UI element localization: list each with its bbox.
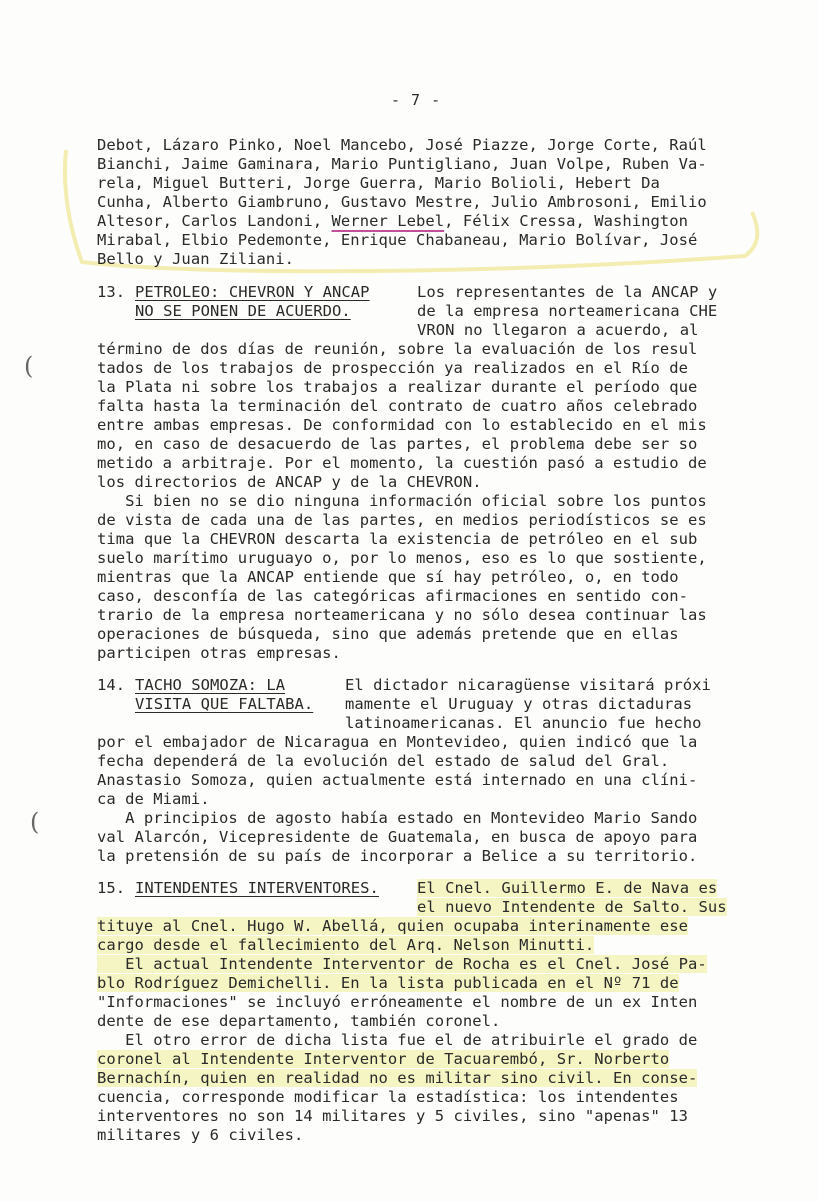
text-fragment: , Félix Cressa, Washington (444, 212, 689, 230)
highlighted-text: coronel al Intendente Interventor de Tacuarembó, Sr. Norberto (97, 1050, 670, 1068)
highlighted-text: Bernachín, quien en realidad no es militar sino civil. En conse- (97, 1069, 698, 1087)
text-line: tados de los trabajos de prospección ya realizados en el Río de (97, 359, 689, 377)
highlighted-text: cargo desde el fallecimiento del Arq. Nelson Minutti. (97, 936, 595, 954)
text-line: El dictador nicaragüense visitará próxi (345, 676, 711, 694)
text-line: interventores no son 14 militares y 5 civiles, sino "apenas" 13 (97, 1107, 689, 1125)
underlined-name: Werner Lebel (331, 212, 445, 230)
text-line: participen otras empresas. (97, 644, 341, 662)
text-line: Los representantes de la ANCAP y (417, 283, 718, 301)
text-line (97, 936, 594, 955)
page-number: - 7 - (391, 91, 442, 109)
section-heading-line: PETROLEO: CHEVRON Y ANCAP (135, 283, 370, 301)
text-line: fecha dependerá de la evolución del estado de salud del Gral. (97, 752, 670, 770)
section-number: 14. (97, 676, 126, 694)
text-line: latinoamericanas. El anuncio fue hecho (345, 714, 702, 732)
section-number: 15. (97, 879, 126, 897)
text-line (97, 917, 688, 936)
text-line (97, 955, 707, 974)
text-line (97, 974, 679, 993)
text-line: ca de Miami. (97, 790, 210, 808)
text-line (97, 1050, 669, 1069)
text-line: tima que la CHEVRON descarta la existencia de petróleo en el sub (97, 530, 698, 548)
margin-mark: ( (24, 352, 34, 380)
text-line: Bello y Juan Ziliani. (97, 250, 295, 268)
text-line: trario de la empresa norteamericana y no sólo desea continuar las (97, 606, 707, 624)
text-line: término de dos días de reunión, sobre la evaluación de los resul (97, 340, 698, 358)
text-line (417, 879, 717, 898)
text-line-with-underlined-name (97, 212, 688, 231)
text-line: falta hasta la terminación del contrato de cuatro años celebrado (97, 397, 698, 415)
section-number: 13. (97, 283, 126, 301)
margin-mark: ( (30, 808, 40, 836)
text-fragment: Altesor, Carlos Landoni, (97, 212, 332, 230)
text-line: metido a arbitraje. Por el momento, la cuestión pasó a estudio de (97, 454, 707, 472)
text-line: por el embajador de Nicaragua en Montevideo, quien indicó que la (97, 733, 698, 751)
text-line: los directorios de ANCAP y de la CHEVRON. (97, 473, 482, 491)
text-line: de vista de cada una de las partes, en medios periodísticos se es (97, 511, 707, 529)
text-line (97, 1069, 697, 1088)
text-line: Cunha, Alberto Giambruno, Gustavo Mestre, Julio Ambrosoni, Emilio (97, 193, 707, 211)
highlighted-text: blo Rodríguez Demichelli. En la lista publicada en el Nº 71 de (97, 974, 679, 992)
text-line: Mirabal, Elbio Pedemonte, Enrique Chabaneau, Mario Bolívar, José (97, 231, 698, 249)
text-line: "Informaciones" se incluyó erróneamente el nombre de un ex Inten (97, 993, 698, 1011)
section-heading-line: TACHO SOMOZA: LA (135, 676, 286, 694)
text-line: caso, desconfía de las categóricas afirmaciones en sentido con- (97, 587, 689, 605)
text-line: mientras que la ANCAP entiende que sí hay petróleo, o, en todo (97, 568, 679, 586)
text-line: Bianchi, Jaime Gaminara, Mario Puntigliano, Juan Volpe, Ruben Va- (97, 155, 707, 173)
text-line: Si bien no se dio ninguna información oficial sobre los puntos (97, 492, 707, 510)
text-line: El otro error de dicha lista fue el de atribuirle el grado de (97, 1031, 698, 1049)
text-line: mamente el Uruguay y otras dictaduras (345, 695, 693, 713)
text-line: Anastasio Somoza, quien actualmente está internado en una clíni- (97, 771, 698, 789)
text-line: de la empresa norteamericana CHE (417, 302, 718, 320)
text-line: suelo marítimo uruguayo o, por lo menos, eso es lo que sostiente, (97, 549, 707, 567)
text-line: cuencia, corresponde modificar la estadística: los intendentes (97, 1088, 679, 1106)
highlighted-text: el nuevo Intendente de Salto. Sus (417, 898, 727, 916)
text-line: entre ambas empresas. De conformidad con lo establecido en el mis (97, 416, 707, 434)
text-line: la Plata ni sobre los trabajos a realizar durante el período que (97, 378, 698, 396)
text-line: operaciones de búsqueda, sino que además pretende que en ellas (97, 625, 679, 643)
section-heading-line: NO SE PONEN DE ACUERDO. (135, 302, 351, 320)
highlighted-text: tituye al Cnel. Hugo W. Abellá, quien ocupaba interinamente ese (97, 917, 689, 935)
text-line: la pretensión de su país de incorporar a Belice a su territorio. (97, 847, 698, 865)
text-line: val Alarcón, Vicepresidente de Guatemala, en busca de apoyo para (97, 828, 698, 846)
text-line: militares y 6 civiles. (97, 1126, 304, 1144)
text-line: rela, Miguel Butteri, Jorge Guerra, Mario Bolioli, Hebert Da (97, 174, 660, 192)
text-line: VRON no llegaron a acuerdo, al (417, 321, 699, 339)
section-heading: INTENDENTES INTERVENTORES. (135, 879, 379, 897)
section-heading-line: VISITA QUE FALTABA. (135, 695, 314, 713)
text-line: Debot, Lázaro Pinko, Noel Mancebo, José Piazze, Jorge Corte, Raúl (97, 136, 707, 154)
text-line: mo, en caso de desacuerdo de las partes, el problema debe ser so (97, 435, 698, 453)
text-line: A principios de agosto había estado en Montevideo Mario Sando (97, 809, 698, 827)
text-line (417, 898, 727, 917)
highlighted-text: El Cnel. Guillermo E. de Nava es (417, 879, 718, 897)
highlighted-text: El actual Intendente Interventor de Rocha es el Cnel. José Pa- (97, 955, 707, 973)
text-line: dente de ese departamento, también coronel. (97, 1012, 501, 1030)
